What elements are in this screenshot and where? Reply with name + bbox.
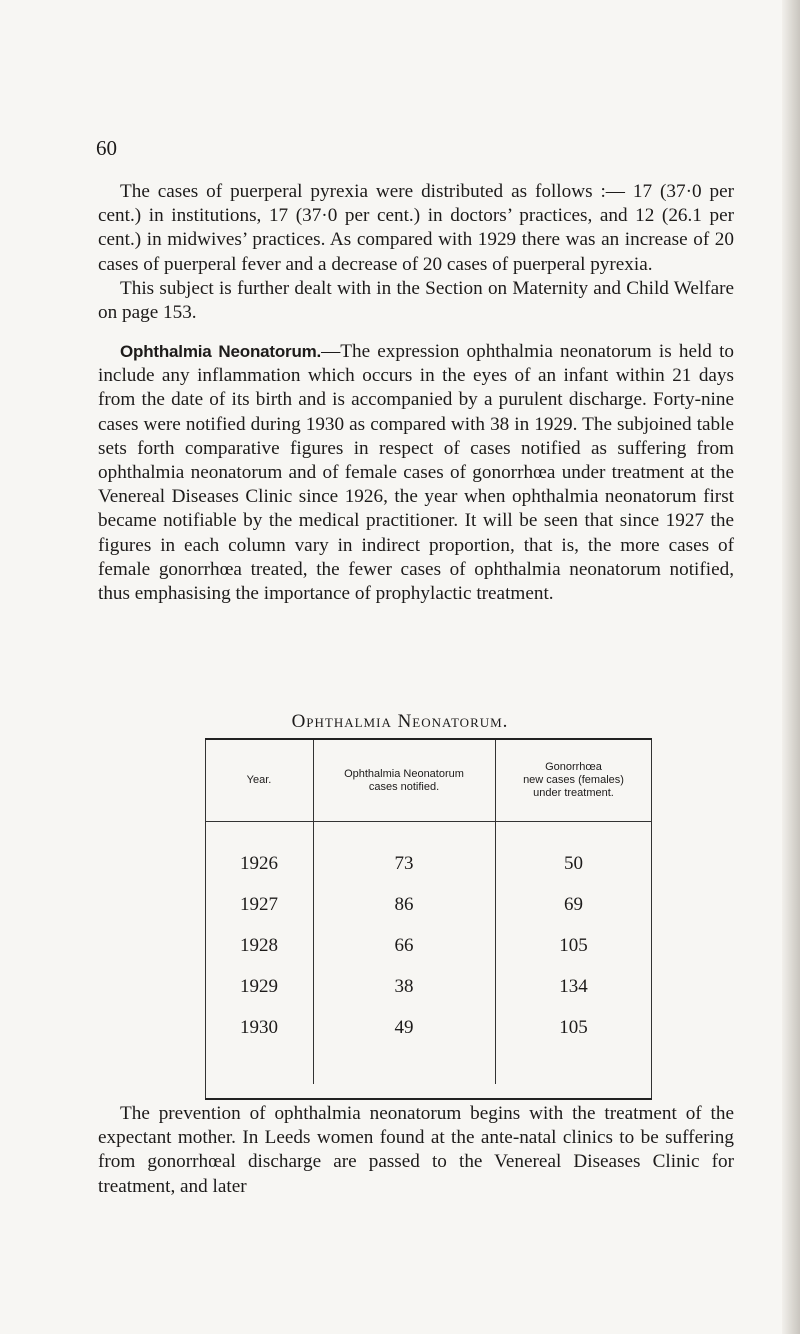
paragraph-text: The cases of puerperal pyrexia were distributed as follows :— 17 (37·0 per cent.) in institutions, 17 (37·0 per cent.) in doctors’ practices, and 12 (26.1 per cent.) in midwives’ practices. As compared with 1929 there was an increase of 20 cases of puerperal fever and a decrease of 20 cases of puerperal pyrexia.	[98, 181, 734, 275]
table-row	[205, 976, 652, 1012]
header-text: cases notified.	[368, 780, 440, 793]
cell-ophthalmia: 73	[394, 853, 414, 874]
header-divider	[205, 821, 652, 822]
cell-ophthalmia: 86	[394, 894, 414, 915]
table-row	[205, 894, 652, 930]
cell-gonorrhoea: 50	[564, 853, 583, 874]
cell-gonorrhoea: 105	[559, 1017, 588, 1038]
header-text: Gonorrhœa	[545, 761, 602, 773]
paragraph-body: —The expression ophthalmia neonatorum is held to include any inflammation which occurs in the eyes of an infant within 21 days from the date of its birth and is accompanied by a purulent discharge. Forty-nine cases were notified during 1930 as compared with 38 in 1929. The subjoined table sets forth comparative figures in respect of cases notified as suffering from ophthalmia neonatorum and of female cases of gonorrhœa under treatment at the Venereal Diseases Clinic since 1926, the year when ophthalmia neonatorum first became notifiable by the medical practitioner. It will be seen that since 1927 the figures in each column vary in indirect proportion, that is, the more cases of female gonorrhœa treated, the fewer cases of ophthalmia neonatorum notified, thus emphasising the importance of prophylactic treatment.	[98, 341, 734, 605]
table-row	[205, 1017, 652, 1053]
cell-gonorrhoea: 69	[564, 894, 583, 915]
cell-year: 1927	[240, 894, 278, 915]
cell-year: 1929	[240, 976, 278, 997]
header-gonorrhoea	[495, 740, 652, 821]
header-text: Year.	[246, 774, 272, 786]
header-text: Ophthalmia Neonatorum	[344, 767, 464, 780]
cell-ophthalmia: 38	[394, 976, 414, 997]
header-ophthalmia	[313, 740, 495, 821]
table-row	[205, 935, 652, 971]
table-title: Ophthalmia Neonatorum.	[291, 711, 509, 732]
cell-gonorrhoea: 105	[559, 935, 588, 956]
cell-ophthalmia: 66	[394, 935, 414, 956]
header-text: new cases (females)	[523, 774, 624, 786]
paragraph-ophthalmia	[98, 340, 734, 606]
page-number: 60	[96, 136, 117, 160]
paragraph-text	[98, 340, 734, 606]
cell-ophthalmia: 49	[394, 1017, 414, 1038]
ophthalmia-table	[205, 738, 652, 1100]
page-edge-shadow	[782, 0, 800, 1334]
section-heading: Ophthalmia Neonatorum.	[120, 342, 322, 361]
table-row	[205, 853, 652, 889]
cell-year: 1930	[240, 1017, 278, 1038]
cell-gonorrhoea: 134	[559, 976, 588, 997]
paragraph-text: The prevention of ophthalmia neonatorum begins with the treatment of the expectant mother. In Leeds women found at the ante-natal clinics to be suffering from gonorrhœal discharge are passed to the Venereal Diseases Clinic for treatment, and later	[98, 1103, 734, 1197]
header-text: under treatment.	[533, 787, 614, 799]
paragraph-puerperal-pyrexia	[98, 180, 734, 325]
paragraph-prevention	[98, 1102, 734, 1199]
paragraph-text: This subject is further dealt with in the Section on Maternity and Child Welfare on page 153.	[98, 277, 734, 324]
header-year	[205, 740, 313, 821]
cell-year: 1926	[240, 853, 278, 874]
cell-year: 1928	[240, 935, 278, 956]
